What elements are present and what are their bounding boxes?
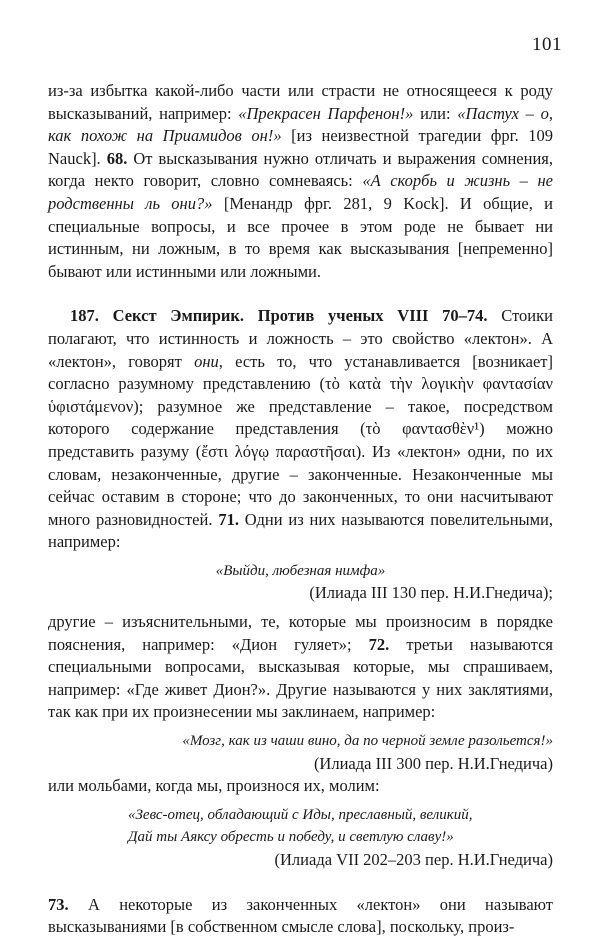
quote-nymph: «Выйди, любезная нимфа»	[215, 562, 386, 579]
section-number-73: 73.	[48, 894, 69, 914]
fragment-heading: 187. Секст Эмпирик. Против ученых VIII 70–74.	[70, 306, 488, 326]
paragraph-prayers: или мольбами, когда мы, произнося их, молим:	[48, 776, 380, 796]
fragment-187: 187. Секст Эмпирик. Против ученых VIII 70–74. Стоики полагают, что истинность и ложность – это свойство «лектон». А «лектон», говорят они, есть то, что устанавливается [возникает] согласно разумному представлению (τὸ κατὰ τὴν λογικὴν φαντασίαν ὑφιστάμενον); разумное же представление – такое, посредством которого содержание представления (τὸ φαντασθὲν¹) можно представить разуму (ἔστι λόγῳ παραστῆσαι). Из «лектон» одни, по их словам, незаконченные, другие – законченные. Незаконченные мы сейчас оставим в стороне; что до законченных, то они насчитывают много разновидностей. 71. Одни из них называются повелительными, например:	[48, 306, 554, 552]
paragraph-continuation: из-за избытка какой-либо части или страсти не относящееся к роду высказываний, например: «Прекрасен Парфенон!» или: «Пастух – о, как похож на Приамидов он!» [из неизвестной трагедии фрг. 109 Nauck]. 68. От высказывания нужно отличать и выражения сомнения, когда некто говорит, словно сомневаясь: «А скорбь и жизнь – не родственны ль они?» [Менандр фрг. 281, 9 Kock]. И общие, и специальные вопросы, и все прочее в этом роде не бывает ни истинным, ни ложным, в то время как высказывания [непременно] бывают или истинными или ложными.	[48, 81, 553, 281]
quote-zeus-source: (Илиада VII 202–203 пер. Н.И.Гнедича)	[274, 850, 553, 869]
quote-parthenon: «Прекрасен Парфенон!»	[238, 103, 414, 123]
section-number-71: 71.	[218, 509, 239, 529]
quote-brain-wine-source: (Илиада III 300 пер. Н.И.Гнедича)	[313, 753, 553, 773]
section-number-72: 72.	[368, 634, 390, 654]
section-number-68: 68.	[106, 148, 128, 168]
page-body	[48, 80, 553, 939]
quote-zeus-line-2: Дай ты Аяксу обресть и победу, и светлую славу!»	[128, 829, 454, 846]
quote-zeus-line-1: «Зевс-отец, обладающий с Иды, преславный, великий,	[128, 806, 473, 823]
quote-brain-wine: «Мозг, как из чаши вино, да по черной земле разольется!»	[182, 733, 553, 750]
paragraph-declarative: другие – изъяснительными, те, которые мы произносим в порядке пояснения, например: «Дион гуляет»; 72. третьи называются специальными вопросами, высказывая которые, мы спрашиваем, например: «Где живет Дион?». Другие называются у них заклятиями, так как при их произнесении мы заклинаем, например:	[48, 612, 553, 722]
quote-nymph-source: (Илиада III 130 пер. Н.И.Гнедича);	[309, 583, 553, 603]
quote-shepherd: «Пастух – о, как похож на Приамидов он!»	[48, 103, 553, 146]
paragraph-73: 73. А некоторые из законченных «лектон» они называют высказываниями [в собственном смысле слова], поскольку, произ-	[48, 894, 553, 937]
page-number: 101	[532, 34, 562, 55]
quote-menander: «А скорбь и жизнь – не родственны ль они?»	[48, 171, 553, 213]
